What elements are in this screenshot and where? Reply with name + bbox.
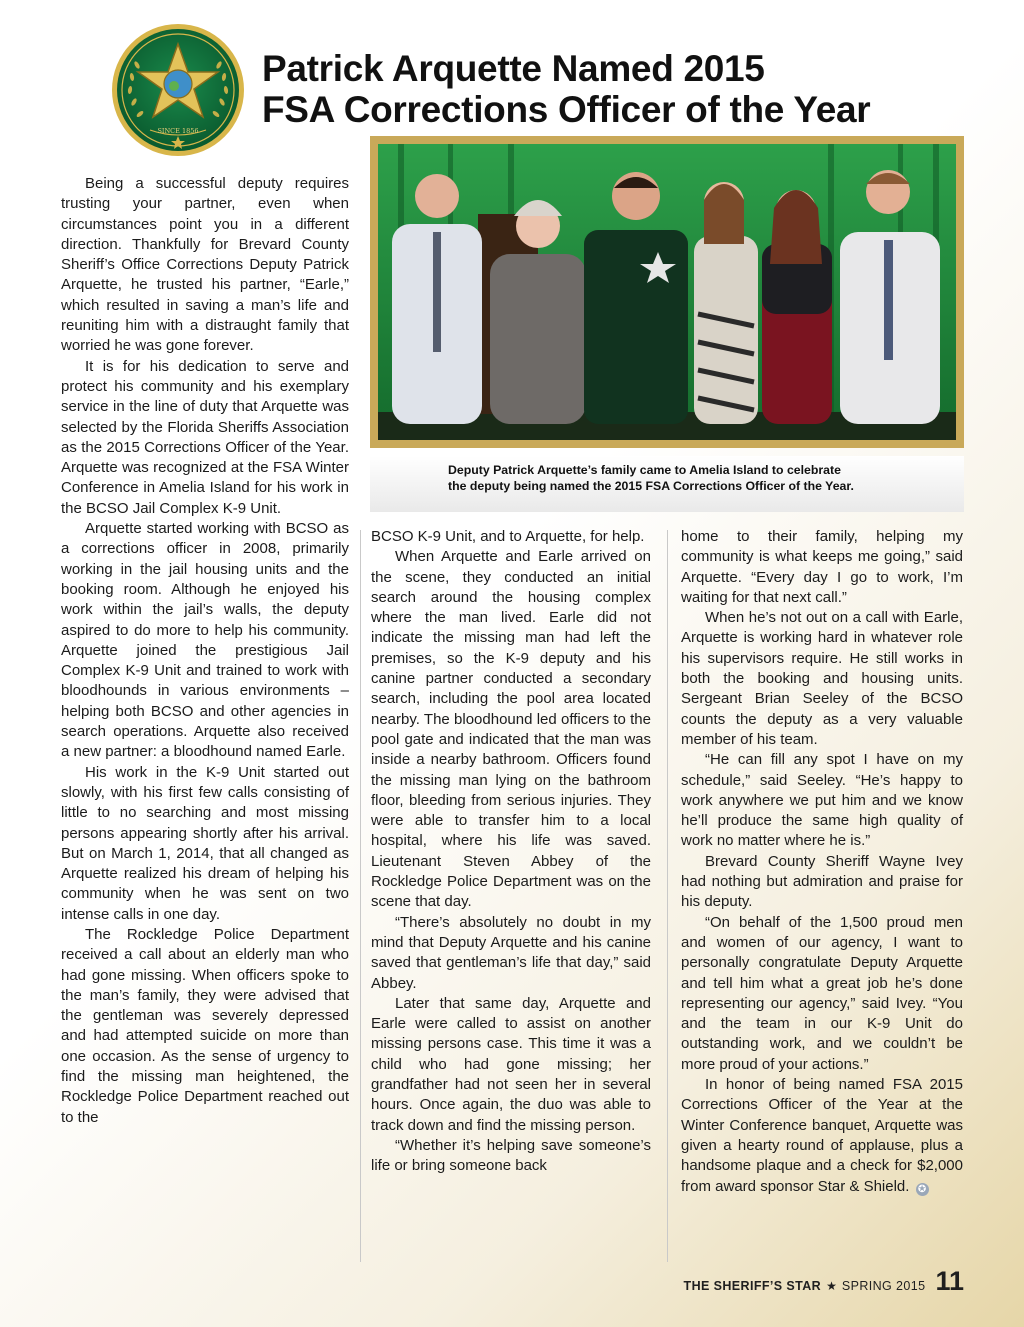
article-column-3 [681, 527, 963, 1197]
award-photo [370, 136, 964, 448]
paragraph-final [681, 1075, 963, 1197]
paragraph: The Rockledge Police Department received a call about an elderly man who had gone missing. When officers spoke to the man’s family, they were advised that the gentleman was severely depressed and had attempted suicide on more than one occasion. As the sense of urgency to find the missing man heightened, the Rockledge Police Department reached out to the [61, 925, 349, 1126]
caption-line-1: Deputy Patrick Arquette’s family came to Amelia Island to celebrate [448, 463, 841, 477]
paragraph-text: In honor of being named FSA 2015 Corrections Officer of the Year at the Winter Conference banquet, Arquette was given a hearty round of applause, plus a handsome plaque and a check for $2,000 from award sponsor Star & Shield. [681, 1076, 963, 1195]
paragraph: It is for his dedication to serve and protect his community and his exemplary service in the line of duty that Arquette was selected by the Florida Sheriffs Association as the 2015 Corrections Officer of the Year. Arquette was recognized at the FSA Winter Conference in Amelia Island for his work in the BCSO Jail Complex K-9 Unit. [61, 357, 349, 517]
sheriff-seal-logo [110, 22, 246, 158]
page-footer [684, 1266, 964, 1297]
end-star-icon: ✪ [916, 1183, 929, 1196]
article-column-1 [61, 174, 349, 1128]
title-line-1: Patrick Arquette Named 2015 [262, 48, 765, 89]
paragraph: When Arquette and Earle arrived on the scene, they conducted an initial search around the housing complex where the man lived. Earle did not indicate the missing man had left the premises, so the K-9 deputy and his canine partner conducted a secondary search, including the pool area located nearby. The bloodhound led officers to the pool gate and indicated that the man was inside a nearby bathroom. Officers found the missing man lying on the bathroom floor, bleeding from serious injuries. They were able to transfer him to a local hospital, where his life was saved. Lieutenant Steven Abbey of the Rockledge Police Department was on the scene that day. [371, 548, 651, 911]
paragraph: Being a successful deputy requires trusting your partner, even when circumstances point you in a different direction. Thankfully for Brevard County Sheriff’s Office Corrections Deputy Patrick Arquette, he trusted his partner, “Earle,” which resulted in saving a man’s life and reuniting him with a distraught family that worried he was gone forever. [61, 175, 349, 355]
svg-text:SINCE 1856: SINCE 1856 [157, 127, 199, 135]
paragraph: When he’s not out on a call with Earle, Arquette is working hard in whatever role his supervisors require. He still works in both the booking and housing units. Sergeant Brian Seeley of the BCSO counts the deputy as a very valuable member of his team. [681, 609, 963, 748]
article-title [262, 48, 870, 130]
paragraph: Later that same day, Arquette and Earle were called to assist on another missing persons case. This time it was a child who had gone missing; her grandfather had not seen her in several hours. Once again, the duo was able to track down and find the missing person. [371, 994, 651, 1134]
paragraph: Arquette started working with BCSO as a corrections officer in 2008, primarily working in the jail housing units and the booking room. Although he enjoyed his work within the jail’s walls, the deputy aspired to do more to help his community. Arquette joined the prestigious Jail Complex K-9 Unit and trained to work with bloodhounds in various environments – helping both BCSO and other agencies in search operations. Arquette also received a new partner: a bloodhound named Earle. [61, 520, 349, 761]
paragraph: home to their family, helping my community is what keeps me going,” said Arquette. “Every day I go to work, I’m waiting for that next call.” [681, 528, 963, 606]
paragraph: “On behalf of the 1,500 proud men and women of our agency, I want to personally congratulate Deputy Arquette and tell him what a great job he’s done representing our agency,” said Ivey. “You and the team in our K-9 Unit do outstanding work, and we couldn’t be more proud of your actions.” [681, 913, 963, 1073]
issue-name: SPRING 2015 [841, 1279, 926, 1293]
publication-name: THE SHERIFF’S STAR [683, 1279, 822, 1293]
family-group-photo [378, 144, 956, 440]
article-column-2 [371, 527, 651, 1177]
star-icon: ★ [826, 1279, 837, 1293]
caption-line-2: the deputy being named the 2015 FSA Corrections Officer of the Year. [448, 479, 854, 493]
title-line-2: FSA Corrections Officer of the Year [262, 89, 871, 130]
column-divider [360, 530, 361, 1262]
photo-caption [370, 456, 964, 512]
paragraph: “He can fill any spot I have on my schedule,” said Seeley. “He’s happy to work anywhere we put him and we know he’ll produce the same high quality of work no matter where he is.” [681, 751, 963, 850]
paragraph: “Whether it’s helping save someone’s life or bring someone back [371, 1136, 651, 1175]
paragraph: “There’s absolutely no doubt in my mind that Deputy Arquette and his canine saved that gentleman’s life that day,” said Abbey. [371, 913, 651, 992]
column-divider [667, 530, 668, 1262]
paragraph: His work in the K-9 Unit started out slowly, with his first few calls consisting of little to no searching and most missing persons appearing shortly after his arrival. But on March 1, 2014, that all changed as Arquette realized his dream of helping his community when he was sent on two intense calls in one day. [61, 763, 349, 923]
page-number: 11 [935, 1266, 964, 1296]
paragraph: Brevard County Sheriff Wayne Ivey had nothing but admiration and praise for his deputy. [681, 852, 963, 911]
paragraph: BCSO K-9 Unit, and to Arquette, for help. [371, 528, 645, 545]
